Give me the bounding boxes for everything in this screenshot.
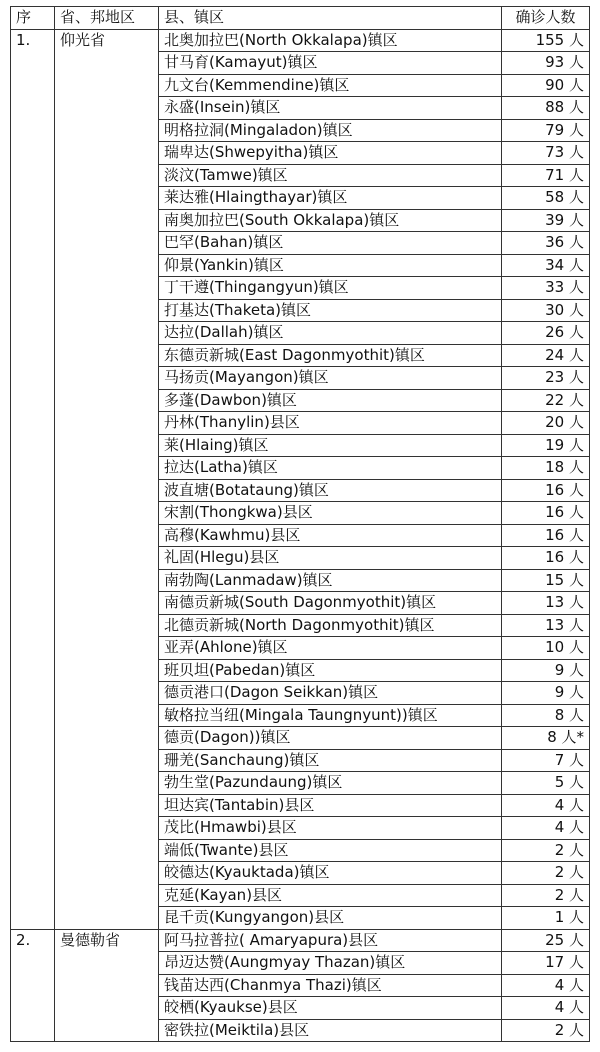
table-row (11, 817, 590, 840)
region-cell-empty (55, 74, 159, 97)
header-cases: 确诊人数 (502, 7, 590, 30)
cases-cell: 2 人 (502, 839, 590, 862)
cases-cell: 15 人 (502, 569, 590, 592)
seq-cell-empty (11, 209, 55, 232)
township-cell: 昆千贡(Kungyangon)县区 (159, 907, 502, 930)
cases-cell: 4 人 (502, 997, 590, 1020)
township-cell: 皎德达(Kyauktada)镇区 (159, 862, 502, 885)
region-cell-empty (55, 142, 159, 165)
region-cell-empty (55, 344, 159, 367)
region-cell-empty (55, 817, 159, 840)
township-cell: 莱(Hlaing)镇区 (159, 434, 502, 457)
region-cell-empty (55, 907, 159, 930)
township-cell: 甘马育(Kamayut)镇区 (159, 52, 502, 75)
region-cell-empty (55, 524, 159, 547)
region-cell: 仰光省 (55, 29, 159, 52)
township-cell: 南德贡新城(South Dagonmyothit)镇区 (159, 592, 502, 615)
cases-cell: 2 人 (502, 1019, 590, 1042)
table-row (11, 1019, 590, 1042)
table-row (11, 727, 590, 750)
township-cell: 南奥加拉巴(South Okkalapa)镇区 (159, 209, 502, 232)
table-row (11, 929, 590, 952)
township-cell: 克延(Kayan)县区 (159, 884, 502, 907)
region-cell-empty (55, 749, 159, 772)
township-cell: 阿马拉普拉( Amaryapura)县区 (159, 929, 502, 952)
cases-cell: 16 人 (502, 502, 590, 525)
township-cell: 莱达雅(Hlaingthayar)镇区 (159, 187, 502, 210)
township-cell: 密铁拉(Meiktila)县区 (159, 1019, 502, 1042)
cases-cell: 18 人 (502, 457, 590, 480)
region-cell-empty (55, 637, 159, 660)
seq-cell-empty (11, 367, 55, 390)
cases-cell: 9 人 (502, 682, 590, 705)
cases-cell: 93 人 (502, 52, 590, 75)
cases-cell: 155 人 (502, 29, 590, 52)
township-cell: 坦达宾(Tantabin)县区 (159, 794, 502, 817)
seq-cell-empty (11, 232, 55, 255)
table-row (11, 344, 590, 367)
township-cell: 仰景(Yankin)镇区 (159, 254, 502, 277)
township-cell: 皎栖(Kyaukse)县区 (159, 997, 502, 1020)
region-cell: 曼德勒省 (55, 929, 159, 952)
township-cell: 昂迈达赞(Aungmyay Thazan)镇区 (159, 952, 502, 975)
table-row (11, 434, 590, 457)
cases-cell: 17 人 (502, 952, 590, 975)
region-cell-empty (55, 322, 159, 345)
table-body (11, 29, 590, 1042)
township-cell: 敏格拉当纽(Mingala Taungnyunt))镇区 (159, 704, 502, 727)
township-cell: 瑞卑达(Shwepyitha)镇区 (159, 142, 502, 165)
seq-cell-empty (11, 839, 55, 862)
table-row (11, 254, 590, 277)
township-cell: 勃生堂(Pazundaung)镇区 (159, 772, 502, 795)
seq-cell-empty (11, 682, 55, 705)
region-cell-empty (55, 704, 159, 727)
cases-cell: 26 人 (502, 322, 590, 345)
region-cell-empty (55, 884, 159, 907)
region-cell-empty (55, 457, 159, 480)
seq-cell-empty (11, 479, 55, 502)
header-region: 省、邦地区 (55, 7, 159, 30)
township-cell: 北德贡新城(North Dagonmyothit)镇区 (159, 614, 502, 637)
township-cell: 多蓬(Dawbon)镇区 (159, 389, 502, 412)
cases-cell: 16 人 (502, 524, 590, 547)
region-cell-empty (55, 299, 159, 322)
header-seq: 序 (11, 7, 55, 30)
seq-cell-empty (11, 997, 55, 1020)
region-cell-empty (55, 434, 159, 457)
table-row (11, 794, 590, 817)
region-cell-empty (55, 614, 159, 637)
table-row (11, 277, 590, 300)
seq-cell-empty (11, 97, 55, 120)
table-row (11, 389, 590, 412)
seq-cell-empty (11, 254, 55, 277)
table-row (11, 367, 590, 390)
region-cell-empty (55, 659, 159, 682)
region-cell-empty (55, 164, 159, 187)
cases-cell: 24 人 (502, 344, 590, 367)
region-cell-empty (55, 569, 159, 592)
seq-cell-empty (11, 952, 55, 975)
region-cell-empty (55, 772, 159, 795)
township-cell: 礼固(Hlegu)县区 (159, 547, 502, 570)
region-cell-empty (55, 682, 159, 705)
cases-cell: 22 人 (502, 389, 590, 412)
cases-cell: 4 人 (502, 817, 590, 840)
township-cell: 永盛(Insein)镇区 (159, 97, 502, 120)
region-cell-empty (55, 727, 159, 750)
cases-cell: 30 人 (502, 299, 590, 322)
seq-cell-empty (11, 794, 55, 817)
township-cell: 淡汶(Tamwe)镇区 (159, 164, 502, 187)
township-cell: 端低(Twante)县区 (159, 839, 502, 862)
township-cell: 钱苗达西(Chanmya Thazi)镇区 (159, 974, 502, 997)
cases-cell: 36 人 (502, 232, 590, 255)
cases-cell: 58 人 (502, 187, 590, 210)
table-row (11, 907, 590, 930)
township-cell: 北奥加拉巴(North Okkalapa)镇区 (159, 29, 502, 52)
seq-cell-empty (11, 884, 55, 907)
cases-cell: 25 人 (502, 929, 590, 952)
seq-cell-empty (11, 749, 55, 772)
region-cell-empty (55, 277, 159, 300)
township-cell: 达拉(Dallah)镇区 (159, 322, 502, 345)
cases-cell: 73 人 (502, 142, 590, 165)
seq-cell-empty (11, 974, 55, 997)
cases-cell: 10 人 (502, 637, 590, 660)
region-cell-empty (55, 862, 159, 885)
seq-cell-empty (11, 119, 55, 142)
seq-cell-empty (11, 659, 55, 682)
table-row (11, 119, 590, 142)
cases-table (10, 6, 590, 1042)
table-row (11, 52, 590, 75)
table-row (11, 997, 590, 1020)
table-row (11, 74, 590, 97)
table-row (11, 29, 590, 52)
region-cell-empty (55, 254, 159, 277)
cases-cell: 13 人 (502, 592, 590, 615)
seq-cell-empty (11, 52, 55, 75)
region-cell-empty (55, 97, 159, 120)
township-cell: 丁干遵(Thingangyun)镇区 (159, 277, 502, 300)
seq-cell-empty (11, 592, 55, 615)
region-cell-empty (55, 794, 159, 817)
seq-cell-empty (11, 164, 55, 187)
cases-cell: 20 人 (502, 412, 590, 435)
cases-cell: 9 人 (502, 659, 590, 682)
region-cell-empty (55, 209, 159, 232)
township-cell: 马扬贡(Mayangon)镇区 (159, 367, 502, 390)
seq-cell-empty (11, 187, 55, 210)
region-cell-empty (55, 952, 159, 975)
seq-cell-empty (11, 74, 55, 97)
region-cell-empty (55, 997, 159, 1020)
cases-cell: 88 人 (502, 97, 590, 120)
seq-cell-empty (11, 344, 55, 367)
table-row (11, 704, 590, 727)
township-cell: 德贡港口(Dagon Seikkan)镇区 (159, 682, 502, 705)
township-cell: 波直塘(Botataung)镇区 (159, 479, 502, 502)
cases-cell: 33 人 (502, 277, 590, 300)
table-row (11, 839, 590, 862)
seq-cell: 1. (11, 29, 55, 52)
seq-cell: 2. (11, 929, 55, 952)
region-cell-empty (55, 502, 159, 525)
region-cell-empty (55, 367, 159, 390)
seq-cell-empty (11, 772, 55, 795)
cases-cell: 4 人 (502, 794, 590, 817)
cases-cell: 23 人 (502, 367, 590, 390)
seq-cell-empty (11, 457, 55, 480)
region-cell-empty (55, 52, 159, 75)
township-cell: 高穆(Kawhmu)县区 (159, 524, 502, 547)
cases-cell: 1 人 (502, 907, 590, 930)
table-row (11, 232, 590, 255)
region-cell-empty (55, 232, 159, 255)
seq-cell-empty (11, 862, 55, 885)
township-cell: 巴罕(Bahan)镇区 (159, 232, 502, 255)
seq-cell-empty (11, 817, 55, 840)
table-row (11, 592, 590, 615)
seq-cell-empty (11, 547, 55, 570)
cases-cell: 5 人 (502, 772, 590, 795)
cases-cell: 7 人 (502, 749, 590, 772)
table-row (11, 862, 590, 885)
seq-cell-empty (11, 637, 55, 660)
township-cell: 班贝坦(Pabedan)镇区 (159, 659, 502, 682)
table-row (11, 142, 590, 165)
table-row (11, 524, 590, 547)
header-township: 县、镇区 (159, 7, 502, 30)
cases-cell: 34 人 (502, 254, 590, 277)
region-cell-empty (55, 547, 159, 570)
region-cell-empty (55, 389, 159, 412)
table-row (11, 479, 590, 502)
table-row (11, 164, 590, 187)
seq-cell-empty (11, 412, 55, 435)
table-row (11, 614, 590, 637)
region-cell-empty (55, 974, 159, 997)
region-cell-empty (55, 592, 159, 615)
table-row (11, 637, 590, 660)
township-cell: 茂比(Hmawbi)县区 (159, 817, 502, 840)
table-row (11, 952, 590, 975)
cases-cell: 79 人 (502, 119, 590, 142)
seq-cell-empty (11, 502, 55, 525)
table-row (11, 659, 590, 682)
township-cell: 九文台(Kemmendine)镇区 (159, 74, 502, 97)
seq-cell-empty (11, 299, 55, 322)
cases-cell: 90 人 (502, 74, 590, 97)
township-cell: 拉达(Latha)镇区 (159, 457, 502, 480)
township-cell: 德贡(Dagon))镇区 (159, 727, 502, 750)
seq-cell-empty (11, 389, 55, 412)
cases-cell: 16 人 (502, 479, 590, 502)
seq-cell-empty (11, 277, 55, 300)
table-row (11, 547, 590, 570)
table-row (11, 569, 590, 592)
table-row (11, 299, 590, 322)
table-row (11, 322, 590, 345)
seq-cell-empty (11, 524, 55, 547)
cases-cell: 13 人 (502, 614, 590, 637)
seq-cell-empty (11, 907, 55, 930)
seq-cell-empty (11, 569, 55, 592)
cases-cell: 39 人 (502, 209, 590, 232)
seq-cell-empty (11, 614, 55, 637)
table-row (11, 682, 590, 705)
region-cell-empty (55, 1019, 159, 1042)
region-cell-empty (55, 412, 159, 435)
seq-cell-empty (11, 322, 55, 345)
cases-cell: 8 人 (502, 704, 590, 727)
cases-cell: 2 人 (502, 862, 590, 885)
seq-cell-empty (11, 704, 55, 727)
region-cell-empty (55, 839, 159, 862)
cases-cell: 19 人 (502, 434, 590, 457)
township-cell: 明格拉洞(Mingaladon)镇区 (159, 119, 502, 142)
township-cell: 东德贡新城(East Dagonmyothit)镇区 (159, 344, 502, 367)
table-row (11, 974, 590, 997)
header-row (11, 7, 590, 30)
region-cell-empty (55, 119, 159, 142)
township-cell: 亚弄(Ahlone)镇区 (159, 637, 502, 660)
table-row (11, 884, 590, 907)
cases-cell: 2 人 (502, 884, 590, 907)
table-row (11, 209, 590, 232)
township-cell: 珊羌(Sanchaung)镇区 (159, 749, 502, 772)
table-row (11, 412, 590, 435)
table-row (11, 749, 590, 772)
table-row (11, 502, 590, 525)
region-cell-empty (55, 187, 159, 210)
cases-cell: 8 人* (502, 727, 590, 750)
region-cell-empty (55, 479, 159, 502)
seq-cell-empty (11, 142, 55, 165)
seq-cell-empty (11, 1019, 55, 1042)
table-row (11, 187, 590, 210)
cases-cell: 71 人 (502, 164, 590, 187)
table-row (11, 772, 590, 795)
township-cell: 打基达(Thaketa)镇区 (159, 299, 502, 322)
township-cell: 丹林(Thanylin)县区 (159, 412, 502, 435)
township-cell: 南勃陶(Lanmadaw)镇区 (159, 569, 502, 592)
cases-cell: 4 人 (502, 974, 590, 997)
cases-cell: 16 人 (502, 547, 590, 570)
table-row (11, 97, 590, 120)
table-row (11, 457, 590, 480)
township-cell: 宋割(Thongkwa)县区 (159, 502, 502, 525)
seq-cell-empty (11, 727, 55, 750)
seq-cell-empty (11, 434, 55, 457)
